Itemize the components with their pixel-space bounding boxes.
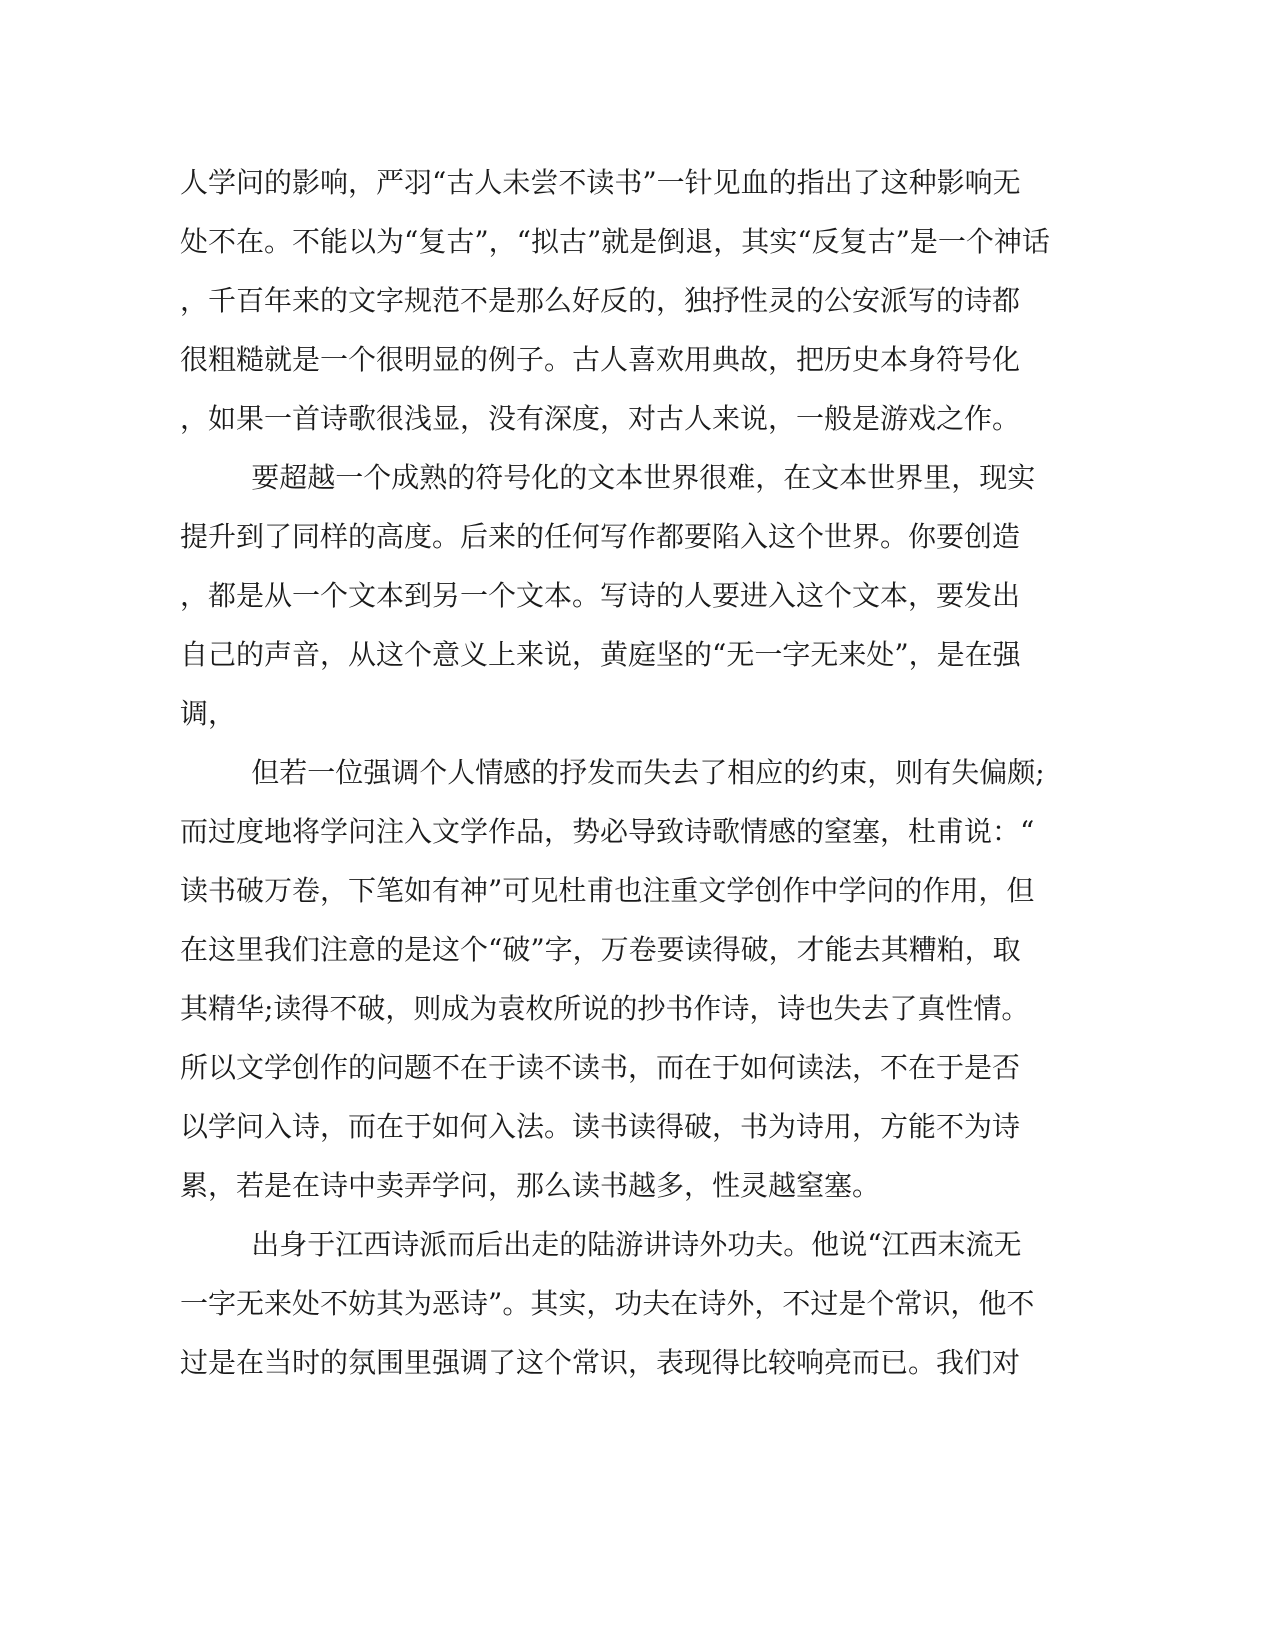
text-line: 其精华;读得不破，则成为袁枚所说的抄书作诗，诗也失去了真性情。	[180, 992, 1030, 1025]
text-line: 调，	[180, 697, 237, 730]
text-line: 读书破万卷，下笔如有神”可见杜甫也注重文学创作中学问的作用，但	[180, 874, 1035, 907]
text-line: ，千百年来的文字规范不是那么好反的，独抒性灵的公安派写的诗都	[180, 284, 1021, 317]
text-line: 自己的声音，从这个意义上来说，黄庭坚的“无一字无来处”，是在强	[180, 638, 1021, 671]
text-line: 以学问入诗，而在于如何入法。读书读得破，书为诗用，方能不为诗	[180, 1110, 1021, 1143]
text-line: 很粗糙就是一个很明显的例子。古人喜欢用典故，把历史本身符号化	[180, 343, 1021, 376]
text-line: 一字无来处不妨其为恶诗”。其实，功夫在诗外，不过是个常识，他不	[180, 1287, 1035, 1320]
text-line: 人学问的影响，严羽“古人未尝不读书”一针见血的指出了这种影响无	[180, 166, 1021, 199]
text-line: ，都是从一个文本到另一个文本。写诗的人要进入这个文本，要发出	[180, 579, 1021, 612]
text-line: 过是在当时的氛围里强调了这个常识，表现得比较响亮而已。我们对	[180, 1346, 1021, 1379]
text-line: 累，若是在诗中卖弄学问，那么读书越多，性灵越窒塞。	[180, 1169, 881, 1202]
text-line: 提升到了同样的高度。后来的任何写作都要陷入这个世界。你要创造	[180, 520, 1021, 553]
text-line: ，如果一首诗歌很浅显，没有深度，对古人来说，一般是游戏之作。	[180, 402, 1021, 435]
text-line: 出身于江西诗派而后出走的陆游讲诗外功夫。他说“江西末流无	[180, 1228, 1022, 1261]
text-line: 而过度地将学问注入文学作品，势必导致诗歌情感的窒塞，杜甫说：“	[180, 815, 1035, 848]
text-line: 处不在。不能以为“复古”，“拟古”就是倒退，其实“反复古”是一个神话	[180, 225, 1050, 258]
text-line: 但若一位强调个人情感的抒发而失去了相应的约束，则有失偏颇;	[180, 756, 1045, 789]
text-line: 要超越一个成熟的符号化的文本世界很难，在文本世界里，现实	[180, 461, 1036, 494]
text-line: 在这里我们注意的是这个“破”字，万卷要读得破，才能去其糟粕，取	[180, 933, 1021, 966]
body-text	[180, 160, 1050, 1399]
text-line: 所以文学创作的问题不在于读不读书，而在于如何读法，不在于是否	[180, 1051, 1021, 1084]
